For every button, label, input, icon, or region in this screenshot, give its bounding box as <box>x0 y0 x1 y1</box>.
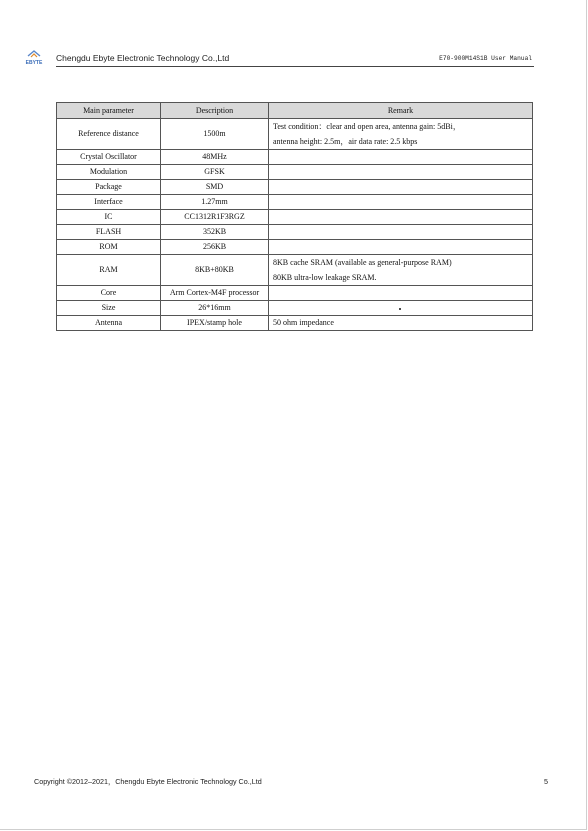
remark-cell <box>269 255 533 286</box>
table-row <box>57 240 533 255</box>
remark-cell: 50 ohm impedance <box>269 316 533 331</box>
remark-cell <box>269 210 533 225</box>
param-cell: Interface <box>57 195 161 210</box>
table-row <box>57 150 533 165</box>
param-cell: Reference distance <box>57 119 161 150</box>
desc-cell: 352KB <box>161 225 269 240</box>
param-cell: ROM <box>57 240 161 255</box>
param-cell: Antenna <box>57 316 161 331</box>
desc-cell: Arm Cortex-M4F processor <box>161 286 269 301</box>
table-row <box>57 210 533 225</box>
desc-cell: 1.27mm <box>161 195 269 210</box>
remark-cell <box>269 119 533 150</box>
remark-line: antenna height: 2.5m，air data rate: 2.5 kbps <box>273 137 418 146</box>
desc-cell: SMD <box>161 180 269 195</box>
param-cell: Size <box>57 301 161 316</box>
desc-cell: 48MHz <box>161 150 269 165</box>
ebyte-logo <box>22 50 46 66</box>
table-row <box>57 301 533 316</box>
header-main-parameter: Main parameter <box>57 103 161 119</box>
header-company-name: Chengdu Ebyte Electronic Technology Co.,Ltd <box>56 53 230 63</box>
table-row <box>57 316 533 331</box>
table-row <box>57 286 533 301</box>
param-cell: RAM <box>57 255 161 286</box>
param-cell: IC <box>57 210 161 225</box>
remark-cell <box>269 180 533 195</box>
parameters-table <box>56 102 533 331</box>
remark-line: 80KB ultra-low leakage SRAM. <box>273 273 377 282</box>
desc-cell: CC1312R1F3RGZ <box>161 210 269 225</box>
header-remark: Remark <box>269 103 533 119</box>
param-cell: Core <box>57 286 161 301</box>
stray-dot-mark <box>399 308 401 310</box>
param-cell: FLASH <box>57 225 161 240</box>
param-cell: Crystal Oscillator <box>57 150 161 165</box>
table-row <box>57 165 533 180</box>
remark-cell <box>269 165 533 180</box>
page-number: 5 <box>544 777 548 786</box>
header-document-title: E70-900M14S1B User Manual <box>439 55 532 62</box>
remark-cell <box>269 195 533 210</box>
desc-cell: 1500m <box>161 119 269 150</box>
remark-cell <box>269 286 533 301</box>
table-row <box>57 119 533 150</box>
table-row <box>57 180 533 195</box>
header-description: Description <box>161 103 269 119</box>
footer-copyright: Copyright ©2012–2021，Chengdu Ebyte Electronic Technology Co.,Ltd <box>34 777 262 786</box>
param-cell: Package <box>57 180 161 195</box>
remark-cell <box>269 240 533 255</box>
table-row <box>57 255 533 286</box>
remark-cell <box>269 225 533 240</box>
header-rule <box>56 66 534 67</box>
svg-text:EBYTE: EBYTE <box>25 60 43 66</box>
param-cell: Modulation <box>57 165 161 180</box>
remark-line: 8KB cache SRAM (available as general-purpose RAM) <box>273 258 452 267</box>
desc-cell: 26*16mm <box>161 301 269 316</box>
desc-cell: IPEX/stamp hole <box>161 316 269 331</box>
desc-cell: 256KB <box>161 240 269 255</box>
remark-cell <box>269 301 533 316</box>
table-header-row <box>57 103 533 119</box>
desc-cell: GFSK <box>161 165 269 180</box>
remark-cell <box>269 150 533 165</box>
remark-line: Test condition：clear and open area, antenna gain: 5dBi， <box>273 122 461 131</box>
page-header <box>22 50 534 68</box>
table-row <box>57 195 533 210</box>
desc-cell: 8KB+80KB <box>161 255 269 286</box>
table-row <box>57 225 533 240</box>
